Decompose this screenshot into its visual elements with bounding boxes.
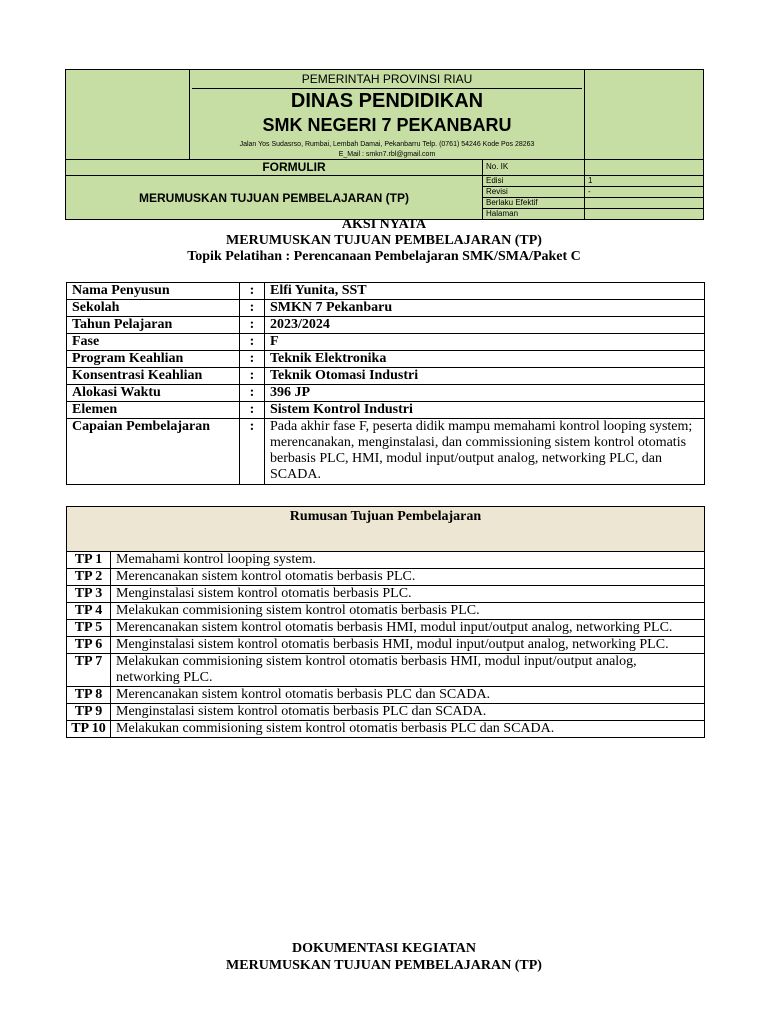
meta-label: Revisi <box>483 187 585 198</box>
tp-number: TP 4 <box>67 603 111 620</box>
tp-row <box>67 721 705 738</box>
tp-row <box>67 637 705 654</box>
identity-label: Program Keahlian <box>67 351 240 368</box>
identity-row <box>67 283 705 300</box>
footer-tp-title: MERUMUSKAN TUJUAN PEMBELAJARAN (TP) <box>226 958 542 973</box>
identity-label: Alokasi Waktu <box>67 385 240 402</box>
title-topik: Topik Pelatihan : Perencanaan Pembelajaran SMK/SMA/Paket C <box>187 249 581 264</box>
tp-row <box>67 620 705 637</box>
tp-text: Merencanakan sistem kontrol otomatis berbasis PLC. <box>111 569 705 586</box>
tp-table-heading: Rumusan Tujuan Pembelajaran <box>67 507 705 552</box>
tp-row <box>67 552 705 569</box>
identity-label: Nama Penyusun <box>67 283 240 300</box>
school-address: Jalan Yos Sudasrso, Rumbai, Lembah Damai, Pekanbarru Telp. (0761) 54246 Kode Pos 28263 <box>239 141 535 148</box>
identity-colon: : <box>240 334 265 351</box>
footer-documentation-title: DOKUMENTASI KEGIATAN <box>292 941 476 956</box>
identity-colon: : <box>240 419 265 485</box>
capaian-text: Pada akhir fase F, peserta didik mampu memahami kontrol looping system; merencanakan, menginstalasi, dan commissioning sistem kontrol otomatis berbasis PLC, HMI, modul input/output analog, networking PLC, dan SCADA. <box>265 419 705 485</box>
identity-value: Elfi Yunita, SST <box>265 283 705 300</box>
identity-colon: : <box>240 402 265 419</box>
tp-text: Melakukan commisioning sistem kontrol otomatis berbasis PLC. <box>111 603 705 620</box>
tp-row <box>67 704 705 721</box>
identity-label: Elemen <box>67 402 240 419</box>
meta-label: No. IK <box>483 160 585 176</box>
tp-number: TP 5 <box>67 620 111 637</box>
tp-table <box>66 506 705 738</box>
identity-row <box>67 334 705 351</box>
identity-row <box>67 402 705 419</box>
school-name: SMK NEGERI 7 PEKANBARU <box>262 115 512 135</box>
meta-label: Edisi <box>483 176 585 187</box>
meta-label: Halaman <box>483 209 585 220</box>
tp-row <box>67 569 705 586</box>
tp-text: Menginstalasi sistem kontrol otomatis berbasis PLC. <box>111 586 705 603</box>
tp-number: TP 8 <box>67 687 111 704</box>
meta-value: - <box>585 187 704 198</box>
identity-value: F <box>265 334 705 351</box>
meta-label: Berlaku Efektif <box>483 198 585 209</box>
tp-text: Menginstalasi sistem kontrol otomatis berbasis PLC dan SCADA. <box>111 704 705 721</box>
identity-colon: : <box>240 300 265 317</box>
school-email: E_Mail : smkn7.rbl@gmail.com <box>338 151 436 158</box>
identity-label: Tahun Pelajaran <box>67 317 240 334</box>
identity-table <box>66 282 705 485</box>
government-name: PEMERINTAH PROVINSI RIAU <box>192 70 582 89</box>
identity-label: Fase <box>67 334 240 351</box>
identity-row <box>67 351 705 368</box>
identity-colon: : <box>240 351 265 368</box>
tp-row <box>67 654 705 687</box>
meta-value <box>585 198 704 209</box>
identity-row <box>67 368 705 385</box>
identity-row <box>67 419 705 485</box>
tp-text: Merencanakan sistem kontrol otomatis berbasis HMI, modul input/output analog, networking PLC. <box>111 620 705 637</box>
tp-number: TP 3 <box>67 586 111 603</box>
title-tp: MERUMUSKAN TUJUAN PEMBELAJARAN (TP) <box>226 233 542 248</box>
identity-row <box>67 300 705 317</box>
department-name: DINAS PENDIDIKAN <box>290 90 484 112</box>
formulir-label: FORMULIR <box>66 160 483 176</box>
tp-number: TP 6 <box>67 637 111 654</box>
tp-text: Melakukan commisioning sistem kontrol otomatis berbasis HMI, modul input/output analog, networking PLC. <box>111 654 705 687</box>
identity-value: Sistem Kontrol Industri <box>265 402 705 419</box>
tp-row <box>67 603 705 620</box>
tp-text: Menginstalasi sistem kontrol otomatis berbasis HMI, modul input/output analog, networking PLC. <box>111 637 705 654</box>
identity-label: Capaian Pembelajaran <box>67 419 240 485</box>
tp-number: TP 7 <box>67 654 111 687</box>
logo-cell <box>66 70 190 160</box>
identity-value: 2023/2024 <box>265 317 705 334</box>
identity-colon: : <box>240 283 265 300</box>
meta-value <box>585 160 704 176</box>
letterhead-center <box>190 70 585 160</box>
tp-text: Memahami kontrol looping system. <box>111 552 705 569</box>
tp-number: TP 9 <box>67 704 111 721</box>
identity-value: Teknik Otomasi Industri <box>265 368 705 385</box>
tp-row <box>67 687 705 704</box>
tp-number: TP 1 <box>67 552 111 569</box>
tp-number: TP 2 <box>67 569 111 586</box>
tp-text: Merencanakan sistem kontrol otomatis berbasis PLC dan SCADA. <box>111 687 705 704</box>
identity-value: Teknik Elektronika <box>265 351 705 368</box>
identity-label: Konsentrasi Keahlian <box>67 368 240 385</box>
identity-row <box>67 317 705 334</box>
identity-row <box>67 385 705 402</box>
right-logo-cell <box>585 70 704 160</box>
identity-colon: : <box>240 368 265 385</box>
tp-row <box>67 586 705 603</box>
identity-value: 396 JP <box>265 385 705 402</box>
title-aksi-nyata: AKSI NYATA <box>341 217 427 232</box>
identity-colon: : <box>240 385 265 402</box>
tp-number: TP 10 <box>67 721 111 738</box>
tp-text: Melakukan commisioning sistem kontrol otomatis berbasis PLC dan SCADA. <box>111 721 705 738</box>
identity-colon: : <box>240 317 265 334</box>
letterhead-table <box>65 69 704 220</box>
form-title: MERUMUSKAN TUJUAN PEMBELAJARAN (TP) <box>66 176 483 220</box>
identity-value: SMKN 7 Pekanbaru <box>265 300 705 317</box>
meta-value: 1 <box>585 176 704 187</box>
identity-label: Sekolah <box>67 300 240 317</box>
